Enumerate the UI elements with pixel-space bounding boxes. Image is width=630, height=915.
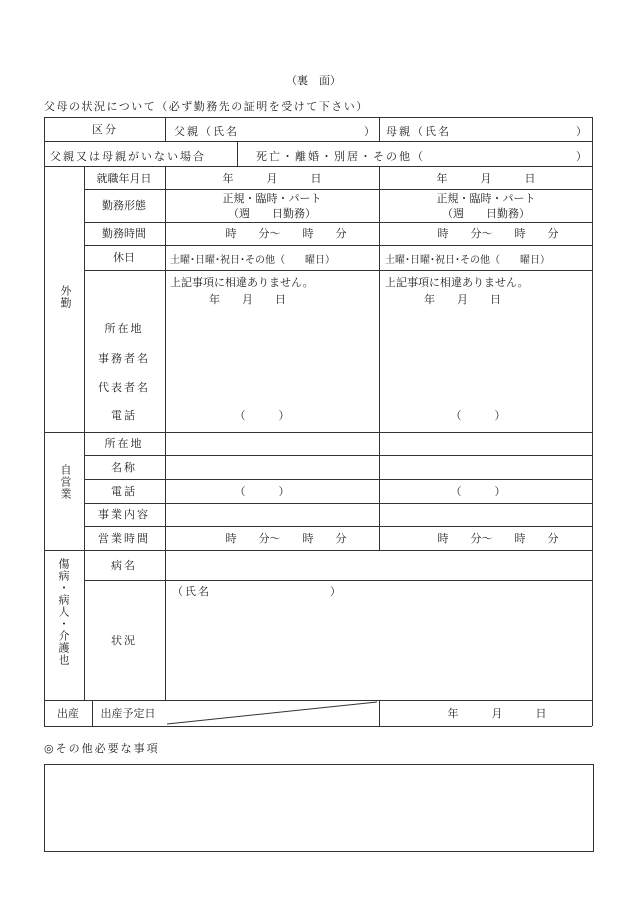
father-se-hours: 時 分～ 時 分 [225,532,347,545]
row-label-business-name: 事務者名 [98,352,150,365]
father-holidays: 土曜･日曜･祝日･その他（ 曜日） [170,255,335,266]
row-label-se-phone: 電話 [111,485,137,498]
mother-employment-days: （週 日勤務） [442,207,530,220]
header-father: 父親（氏名 [174,125,239,138]
group-label-outside-work: 外勤 [59,285,72,309]
other-items-box[interactable] [44,764,594,852]
father-certification: 上記事項に相違ありません。 [170,276,314,289]
row-label-representative: 代表者名 [98,381,150,394]
mother-phone: （ ） [450,409,506,422]
absence-label: 父親又は母親がいない場合 [50,150,206,163]
row-label-se-hours: 営業時間 [98,532,150,545]
row-label-holidays: 休日 [113,251,135,264]
mother-working-hours: 時 分～ 時 分 [437,227,559,240]
row-label-se-business: 事業内容 [98,508,150,521]
patient-name-close: ） [330,585,341,598]
row-label-disease-name: 病名 [111,559,137,572]
birth-label: 出産 [57,707,79,720]
row-label-hire-date: 就職年月日 [96,172,152,185]
side-label: （裏 面） [286,74,341,87]
absence-options: 死亡・離婚・別居・その他（ [256,150,425,163]
mother-certification: 上記事項に相違ありません。 [385,276,529,289]
row-label-se-name: 名称 [111,461,137,474]
mother-se-phone: （ ） [450,485,506,498]
mother-se-hours: 時 分～ 時 分 [437,532,559,545]
row-label-working-hours: 勤務時間 [102,227,146,240]
group-label-illness: 傷病・病人・介護也 [57,558,70,666]
father-employment-type: 正規・臨時・パート [222,192,322,205]
mother-cert-date: 年 月 日 [424,293,501,306]
father-working-hours: 時 分～ 時 分 [225,227,347,240]
mother-employment-type: 正規・臨時・パート [436,192,536,205]
row-label-address: 所在地 [104,322,144,335]
row-label-phone: 電話 [111,409,137,422]
mother-hire-date: 年 月 日 [436,172,536,185]
birth-due-date-label: 出産予定日 [100,707,156,720]
header-mother: 母親（氏名 [386,125,451,138]
header-mother-close: ） [576,125,587,138]
row-label-status: 状況 [111,634,137,647]
row-label-se-address: 所在地 [104,437,144,450]
header-division: 区分 [92,123,118,136]
absence-close: ） [576,150,587,163]
father-se-phone: （ ） [234,485,290,498]
mother-holidays: 土曜･日曜･祝日･その他（ 曜日） [385,255,550,266]
father-employment-days: （週 日勤務） [228,207,316,220]
father-phone: （ ） [234,409,290,422]
group-label-self-employed: 自営業 [59,464,72,500]
other-items-title: ◎その他必要な事項 [44,742,160,755]
header-father-close: ） [364,125,375,138]
patient-name: （氏名 [172,585,211,598]
father-hire-date: 年 月 日 [222,172,322,185]
diagonal-slash [165,700,379,726]
birth-due-date: 年 月 日 [447,707,547,720]
section-title: 父母の状況について（必ず勤務先の証明を受けて下さい） [44,100,369,113]
father-cert-date: 年 月 日 [209,293,286,306]
row-label-employment-type: 勤務形態 [102,199,146,212]
